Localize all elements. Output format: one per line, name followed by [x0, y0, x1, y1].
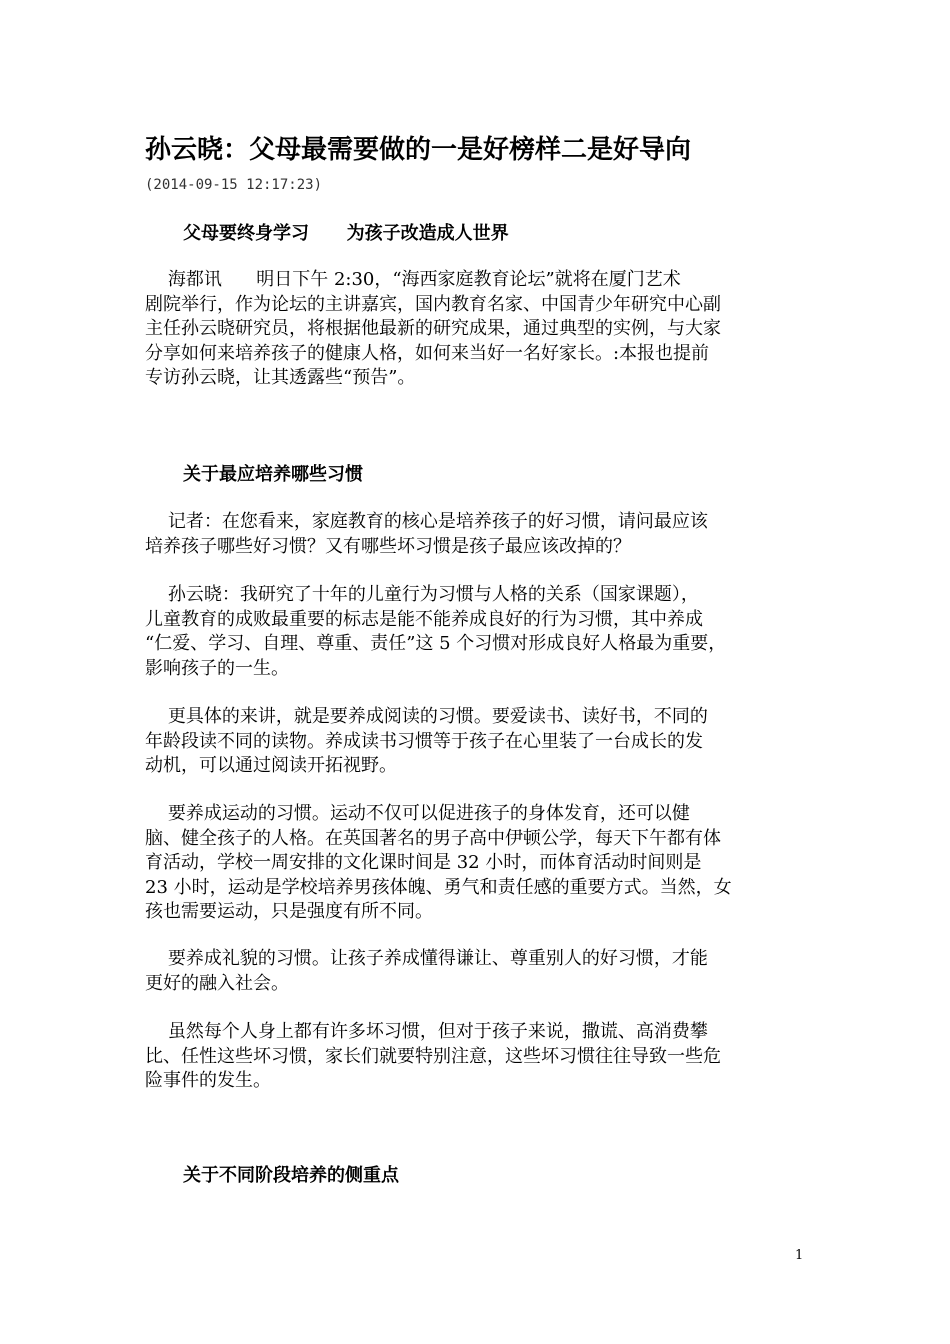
paragraph-exercise-habit	[145, 802, 815, 925]
paragraph-line: 孩也需要运动，只是强度有所不同。	[145, 901, 433, 922]
page-number: 1	[795, 1248, 804, 1263]
paragraph-line: 要养成礼貌的习惯。让孩子养成懂得谦让、尊重别人的好习惯，才能	[145, 948, 708, 969]
paragraph-line: 比、任性这些坏习惯，家长们就要特别注意，这些坏习惯往往导致一些危	[145, 1045, 721, 1067]
section-heading-lifelong-learning: 父母要终身学习 为孩子改造成人世界	[183, 223, 509, 244]
paragraph-courtesy-habit	[145, 947, 815, 996]
paragraph-line: 要养成运动的习惯。运动不仅可以促进孩子的身体发育，还可以健	[145, 803, 690, 824]
paragraph-line: 险事件的发生。	[145, 1070, 271, 1091]
paragraph-line: 剧院举行，作为论坛的主讲嘉宾，国内教育名家、中国青少年研究中心副	[145, 293, 721, 315]
article-timestamp: (2014-09-15 12:17:23)	[145, 177, 323, 193]
paragraph-line: 专访孙云晓，让其透露些“预告”。	[145, 367, 416, 388]
paragraph-line: “仁爱、学习、自理、尊重、责任”这 5 个习惯对形成良好人格最为重要，	[145, 633, 727, 654]
paragraph-line: 虽然每个人身上都有许多坏习惯，但对于孩子来说，撒谎、高消费攀	[145, 1021, 708, 1042]
paragraph-line: 培养孩子哪些好习惯？又有哪些坏习惯是孩子最应该改掉的？	[145, 535, 631, 557]
section-heading-stages: 关于不同阶段培养的侧重点	[183, 1165, 399, 1186]
paragraph-line: 更好的融入社会。	[145, 972, 289, 994]
paragraph-bad-habits	[145, 1020, 815, 1094]
paragraph-line: 脑、健全孩子的人格。在英国著名的男子高中伊顿公学，每天下午都有体	[145, 827, 721, 849]
paragraph-line: 记者：在您看来，家庭教育的核心是培养孩子的好习惯，请问最应该	[145, 511, 708, 532]
paragraph-line: 年龄段读不同的读物。养成读书习惯等于孩子在心里装了一台成长的发	[145, 730, 703, 752]
paragraph-line: 分享如何来培养孩子的健康人格，如何来当好一名好家长。:本报也提前	[145, 342, 710, 364]
paragraph-line: 更具体的来讲，就是要养成阅读的习惯。要爱读书、读好书，不同的	[145, 706, 708, 727]
paragraph-line: 育活动，学校一周安排的文化课时间是 32 小时，而体育活动时间则是	[145, 852, 702, 873]
paragraph-line: 海都讯 明日下午 2:30，“海西家庭教育论坛”就将在厦门艺术	[145, 269, 681, 290]
paragraph-intro	[145, 268, 815, 391]
paragraph-reporter-question	[145, 510, 815, 559]
paragraph-line: 儿童教育的成败最重要的标志是能不能养成良好的行为习惯，其中养成	[145, 608, 703, 630]
section-heading-habits: 关于最应培养哪些习惯	[183, 464, 363, 485]
paragraph-reading-habit	[145, 705, 815, 779]
paragraph-line: 23 小时，运动是学校培养男孩体魄、勇气和责任感的重要方式。当然，女	[145, 876, 732, 898]
paragraph-line: 孙云晓：我研究了十年的儿童行为习惯与人格的关系（国家课题），	[145, 584, 699, 605]
paragraph-line: 主任孙云晓研究员，将根据他最新的研究成果，通过典型的实例，与大家	[145, 318, 721, 339]
paragraph-line: 影响孩子的一生。	[145, 657, 289, 679]
article-title: 孙云晓：父母最需要做的一是好榜样二是好导向	[145, 135, 692, 165]
paragraph-line: 动机，可以通过阅读开拓视野。	[145, 755, 397, 776]
paragraph-answer-habits	[145, 583, 815, 681]
